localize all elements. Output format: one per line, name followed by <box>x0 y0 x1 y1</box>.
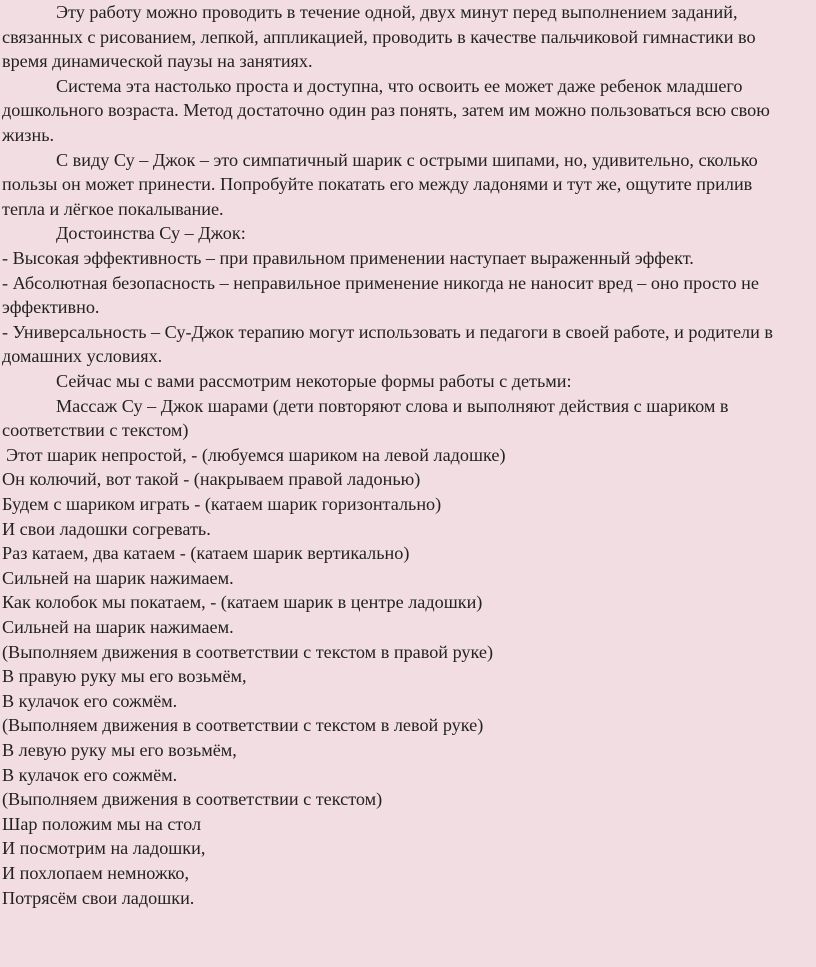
text-line: Эту работу можно проводить в течение одной, двух минут перед выполнением заданий, <box>56 2 738 22</box>
text-line: С виду Су – Джок – это симпатичный шарик с острыми шипами, но, удивительно, сколько <box>56 149 758 170</box>
text-line: Система эта настолько проста и доступна, что освоить ее может даже ребенок младшего <box>56 75 743 96</box>
text-line: пользы он может принести. Попробуйте покатать его между ладонями и тут же, ощутите прилив <box>2 174 753 195</box>
text-line: эффективно. <box>2 297 100 318</box>
text-line: В кулачок его сожмём. <box>2 690 178 711</box>
text-line: - Высокая эффективность – при правильном применении наступает выраженный эффект. <box>2 248 694 268</box>
text-line: Этот шарик непростой, - (любуемся шариком на левой ладошке) <box>6 444 506 465</box>
text-line: (Выполняем движения в соответствии с текстом) <box>2 789 383 810</box>
text-line: тепла и лёгкое покалывание. <box>2 198 224 219</box>
text-line: В левую руку мы его возьмём, <box>2 740 237 760</box>
text-line: время динамической паузы на занятиях. <box>2 51 313 72</box>
text-line: В правую руку мы его возьмём, <box>2 666 247 687</box>
text-line: Сильней на шарик нажимаем. <box>2 567 234 588</box>
text-line: - Универсальность – Су-Джок терапию могут использовать и педагоги в своей работе, и родители в <box>2 321 774 342</box>
text-line: жизнь. <box>2 125 55 145</box>
text-line: Как колобок мы покатаем, - (катаем шарик в центре ладошки) <box>2 592 483 613</box>
text-line: домашних условиях. <box>2 346 163 367</box>
text-line: соответствии с текстом) <box>2 420 189 441</box>
text-line: Будем с шариком играть - (катаем шарик горизонтально) <box>2 494 442 514</box>
text-line: И посмотрим на ладошки, <box>2 838 206 859</box>
text-line: (Выполняем движения в соответствии с текстом в левой руке) <box>2 715 484 736</box>
text-line: дошкольного возраста. Метод достаточно один раз понять, затем им можно пользоваться всю свою <box>2 100 770 121</box>
text-line: Он колючий, вот такой - (накрываем правой ладонью) <box>2 469 421 490</box>
text-line: Массаж Су – Джок шарами (дети повторяют слова и выполняют действия с шариком в <box>56 395 729 416</box>
text-line: Шар положим мы на стол <box>2 813 202 834</box>
text-line: Сейчас мы с вами рассмотрим некоторые формы работы с детьми: <box>56 371 572 391</box>
text-line: И свои ладошки согревать. <box>2 518 211 539</box>
text-line: И похлопаем немножко, <box>2 863 190 883</box>
text-line: Потрясём свои ладошки. <box>2 887 195 908</box>
text-line: (Выполняем движения в соответствии с текстом в правой руке) <box>2 641 494 662</box>
text-line: Раз катаем, два катаем - (катаем шарик вертикально) <box>2 543 410 564</box>
text-line: В кулачок его сожмём. <box>2 764 178 785</box>
text-line: - Абсолютная безопасность – неправильное применение никогда не наносит вред – оно просто не <box>2 272 759 293</box>
text-line: Сильней на шарик нажимаем. <box>2 617 234 637</box>
text-line: Достоинства Су – Джок: <box>56 223 246 244</box>
text-line: связанных с рисованием, лепкой, аппликацией, проводить в качестве пальчиковой гимнастики во <box>2 26 756 47</box>
